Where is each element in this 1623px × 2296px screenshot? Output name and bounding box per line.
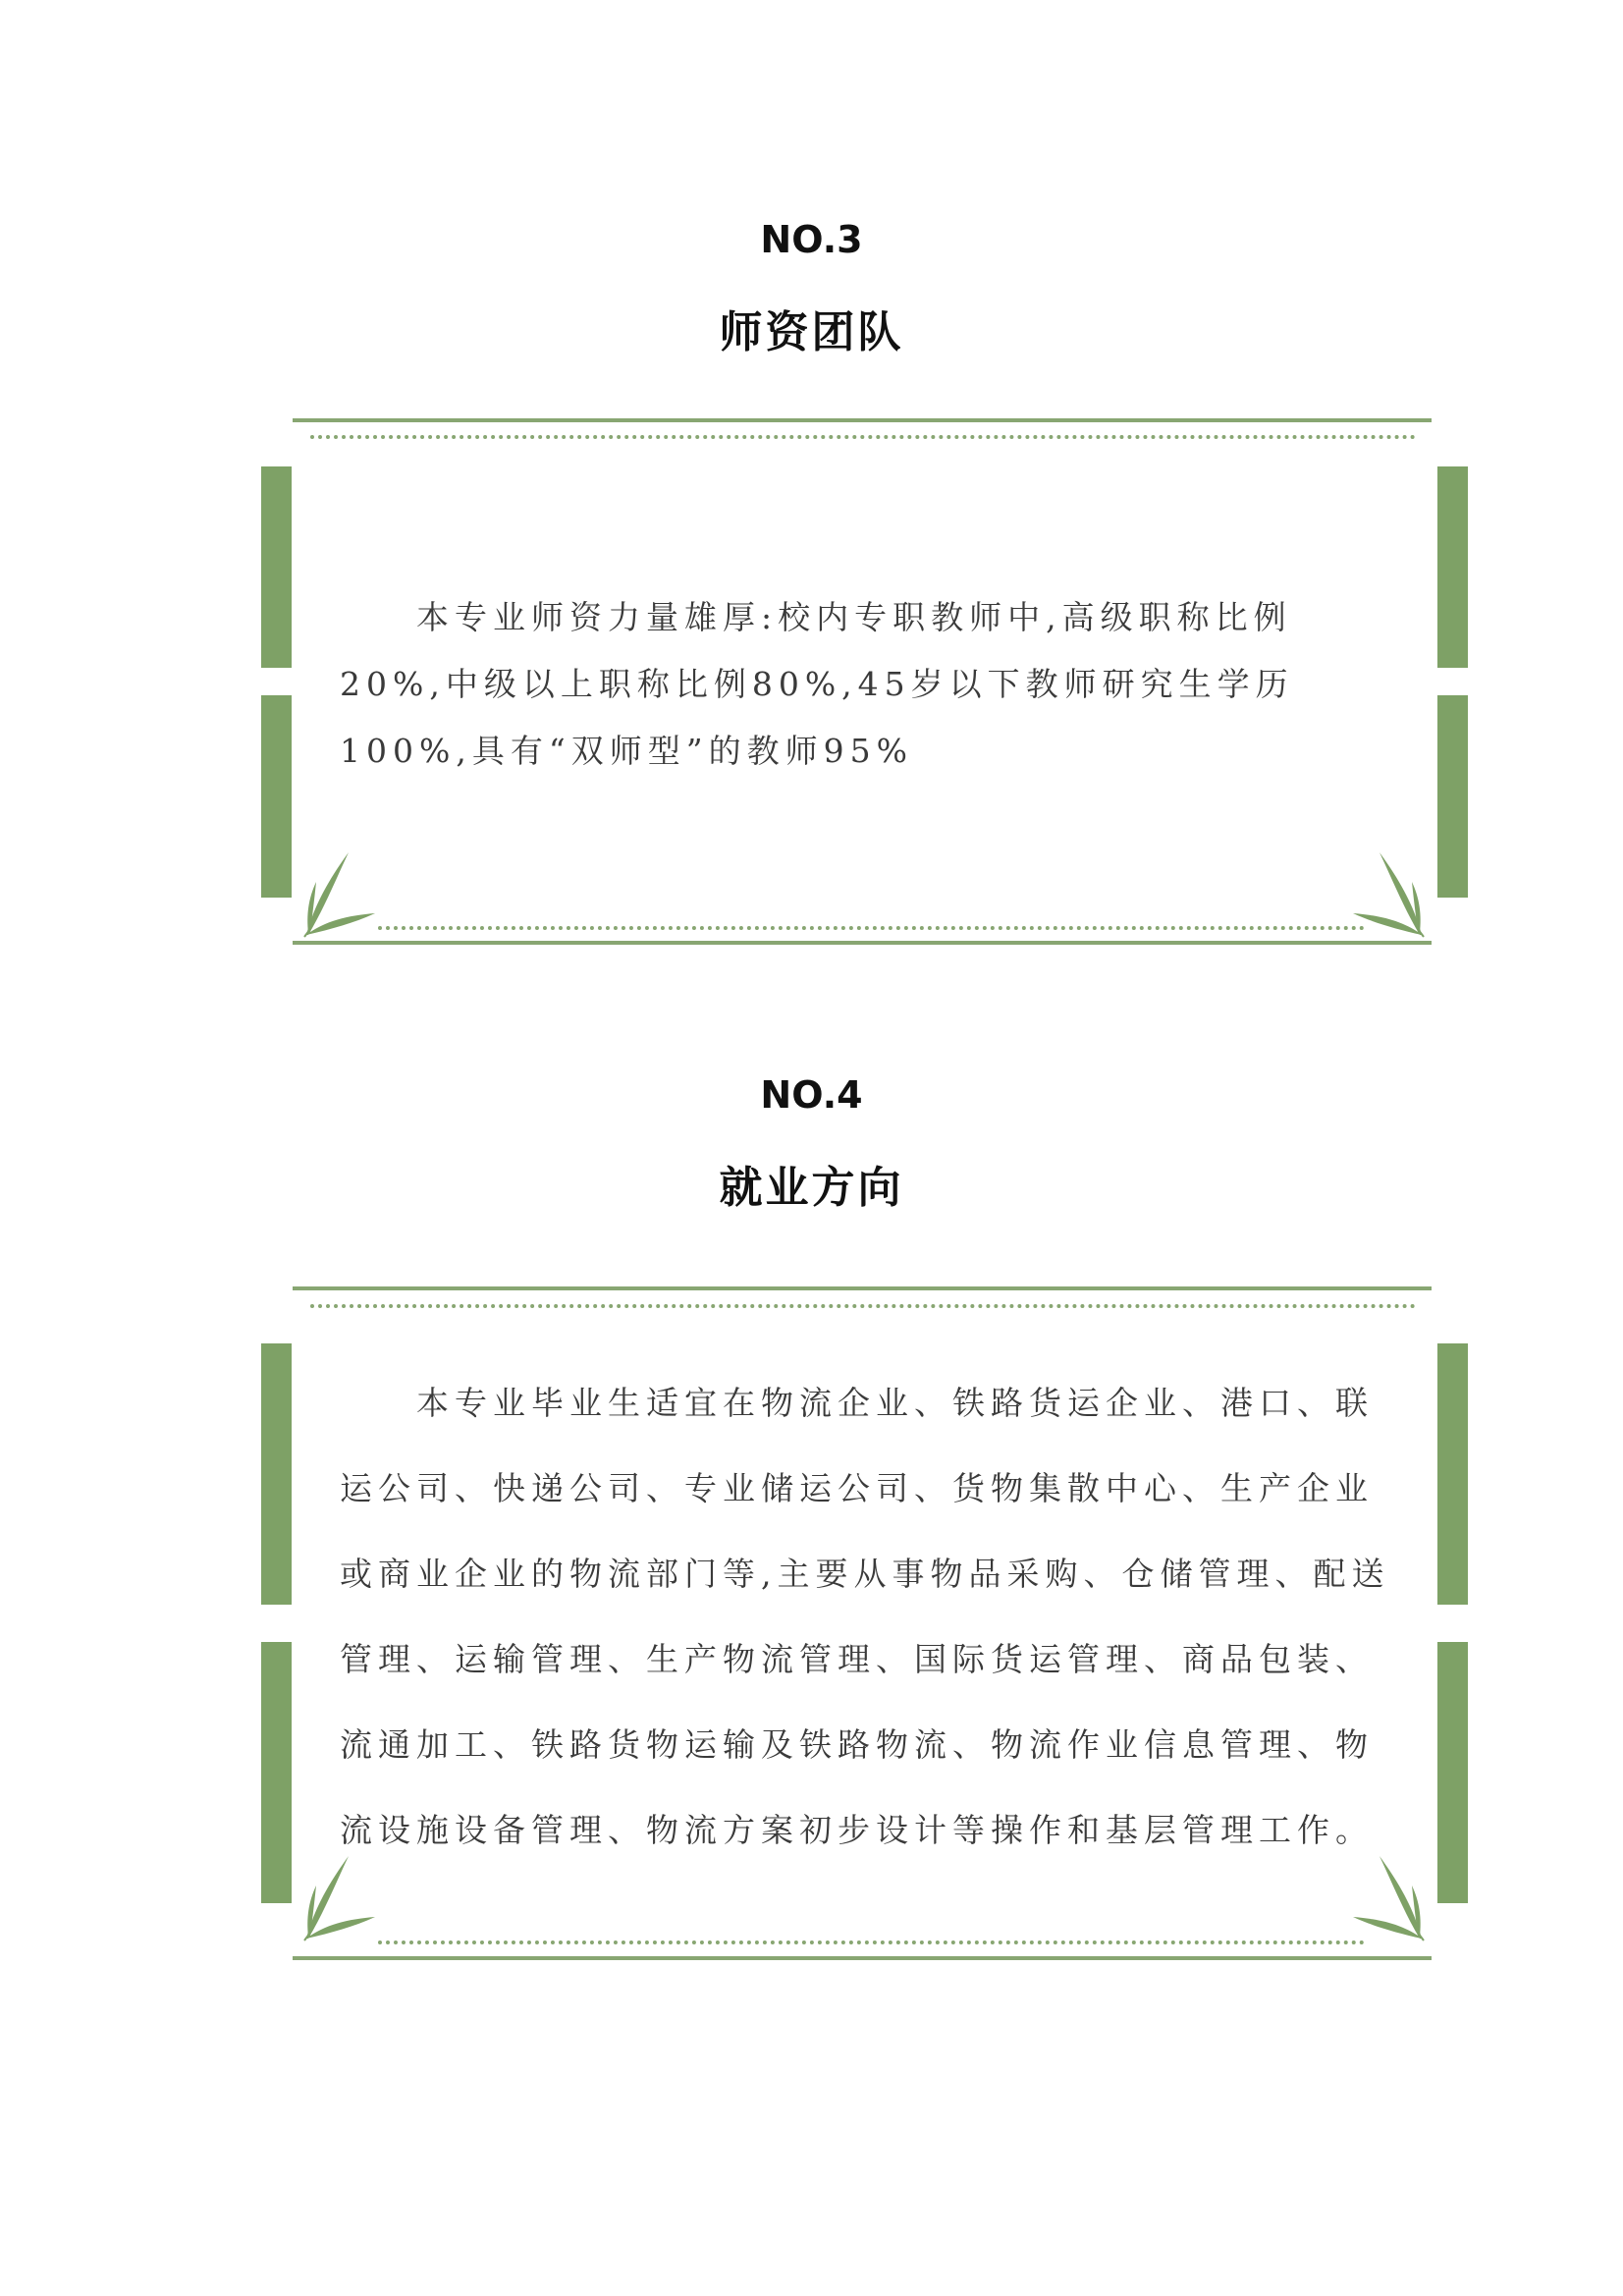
frame-bottom-line	[293, 941, 1432, 945]
frame-bottom-line	[293, 1956, 1432, 1960]
frame-bottom-dotted-line	[378, 1941, 1365, 1944]
section-4-body	[340, 1360, 1395, 1873]
frame-top-line	[293, 418, 1432, 422]
section-3-body	[340, 584, 1395, 785]
frame-left-bar-lower	[261, 695, 292, 898]
frame-right-bar-upper	[1437, 466, 1468, 668]
section-4-title: 就业方向	[719, 1163, 904, 1213]
section-3-paragraph: 本专业师资力量雄厚:校内专职教师中,高级职称比例20%,中级以上职称比例80%,45岁以下教师研究生学历100%,具有“双师型”的教师95%	[340, 598, 1294, 770]
frame-right-bar-upper	[1437, 1343, 1468, 1605]
bamboo-leaf-icon	[1345, 845, 1434, 938]
section-4-paragraph: 本专业毕业生适宜在物流企业、铁路货运企业、港口、联运公司、快递公司、专业储运公司、货物集散中心、生产企业或商业企业的物流部门等,主要从事物品采购、仓储管理、配送管理、运输管理、生产物流管理、国际货运管理、商品包装、流通加工、铁路货物运输及铁路物流、物流作业信息管理、物流设施设备管理、物流方案初步设计等操作和基层管理工作。	[340, 1384, 1390, 1849]
frame-left-bar-upper	[261, 466, 292, 668]
section-3-number: NO.3	[760, 218, 863, 261]
frame-top-dotted-line	[310, 435, 1416, 439]
bamboo-leaf-icon	[295, 845, 383, 938]
frame-top-line	[293, 1286, 1432, 1290]
frame-left-bar-upper	[261, 1343, 292, 1605]
frame-left-bar-lower	[261, 1642, 292, 1903]
frame-right-bar-lower	[1437, 695, 1468, 898]
section-3-title: 师资团队	[719, 307, 904, 357]
frame-right-bar-lower	[1437, 1642, 1468, 1903]
section-4-number: NO.4	[760, 1073, 863, 1117]
frame-bottom-dotted-line	[378, 926, 1365, 930]
frame-top-dotted-line	[310, 1304, 1416, 1308]
